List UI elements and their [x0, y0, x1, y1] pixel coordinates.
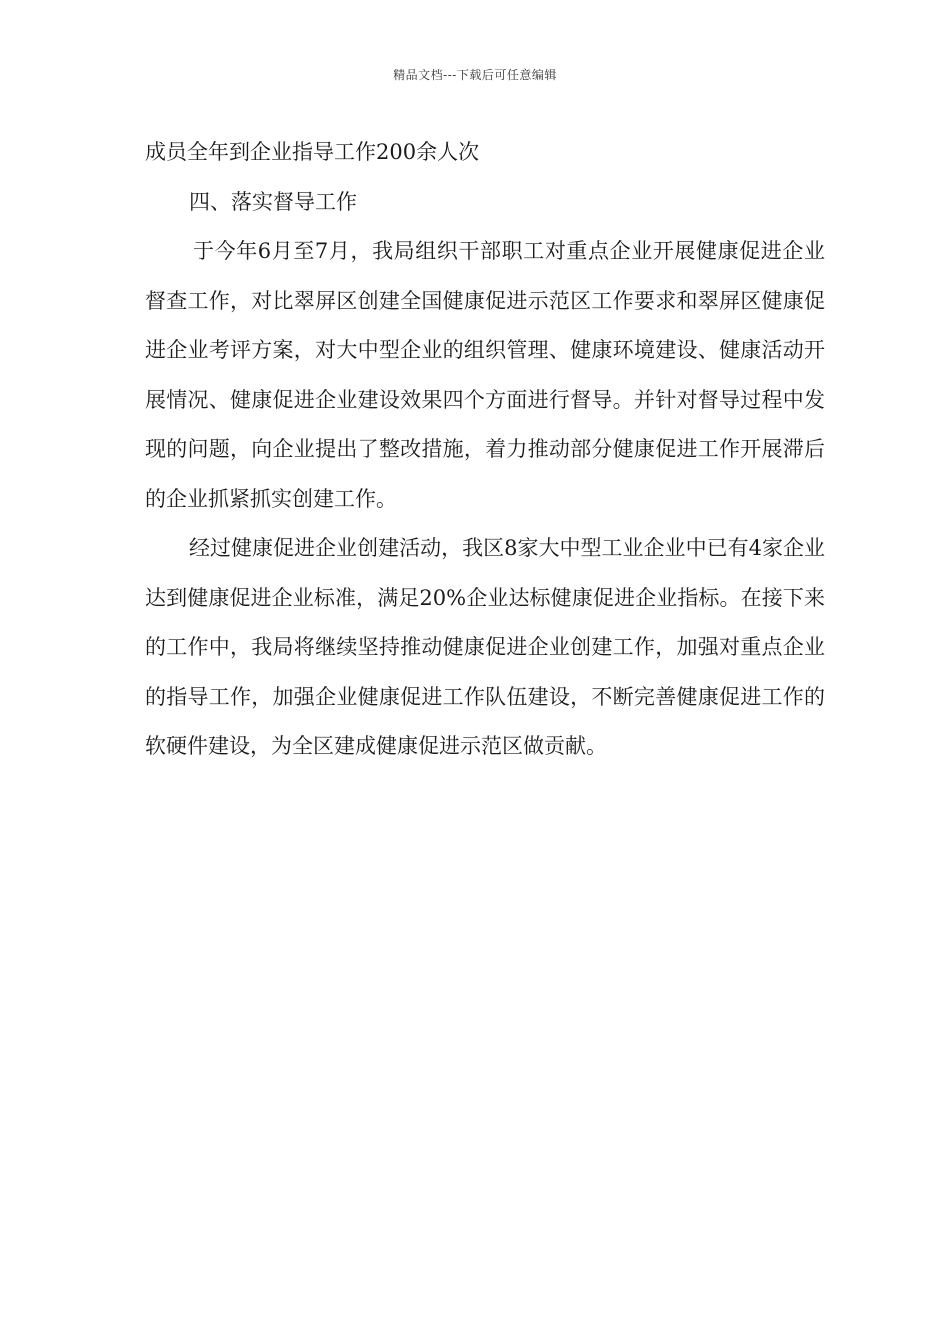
page-header: 精品文档---下载后可任意编辑 [393, 68, 557, 82]
paragraph-supervision: 于今年6月至7月，我局组织干部职工对重点企业开展健康促进企业督查工作，对比翠屏区创建全国健康促进示范区工作要求和翠屏区健康促进企业考评方案，对大中型企业的组织管理、健康环境建设、健康活动开展情况、健康促进企业建设效果四个方面进行督导。并针对督导过程中发现的问题，向企业提出了整改措施，着力推动部分健康促进工作开展滞后的企业抓紧抓实创建工作。 [145, 239, 825, 511]
paragraph-continued: 成员全年到企业指导工作200余人次 [145, 140, 480, 164]
section-heading: 四、落实督导工作 [189, 189, 357, 214]
paragraph-results: 经过健康促进企业创建活动，我区8家大中型工业企业中已有4家企业达到健康促进企业标准，满足20%企业达标健康促进企业指标。在接下来的工作中，我局将继续坚持推动健康促进企业创建工作，加强对重点企业的指导工作，加强企业健康促进工作队伍建设，不断完善健康促进工作的软硬件建设，为全区建成健康促进示范区做贡献。 [145, 536, 825, 758]
document-body [145, 128, 825, 772]
